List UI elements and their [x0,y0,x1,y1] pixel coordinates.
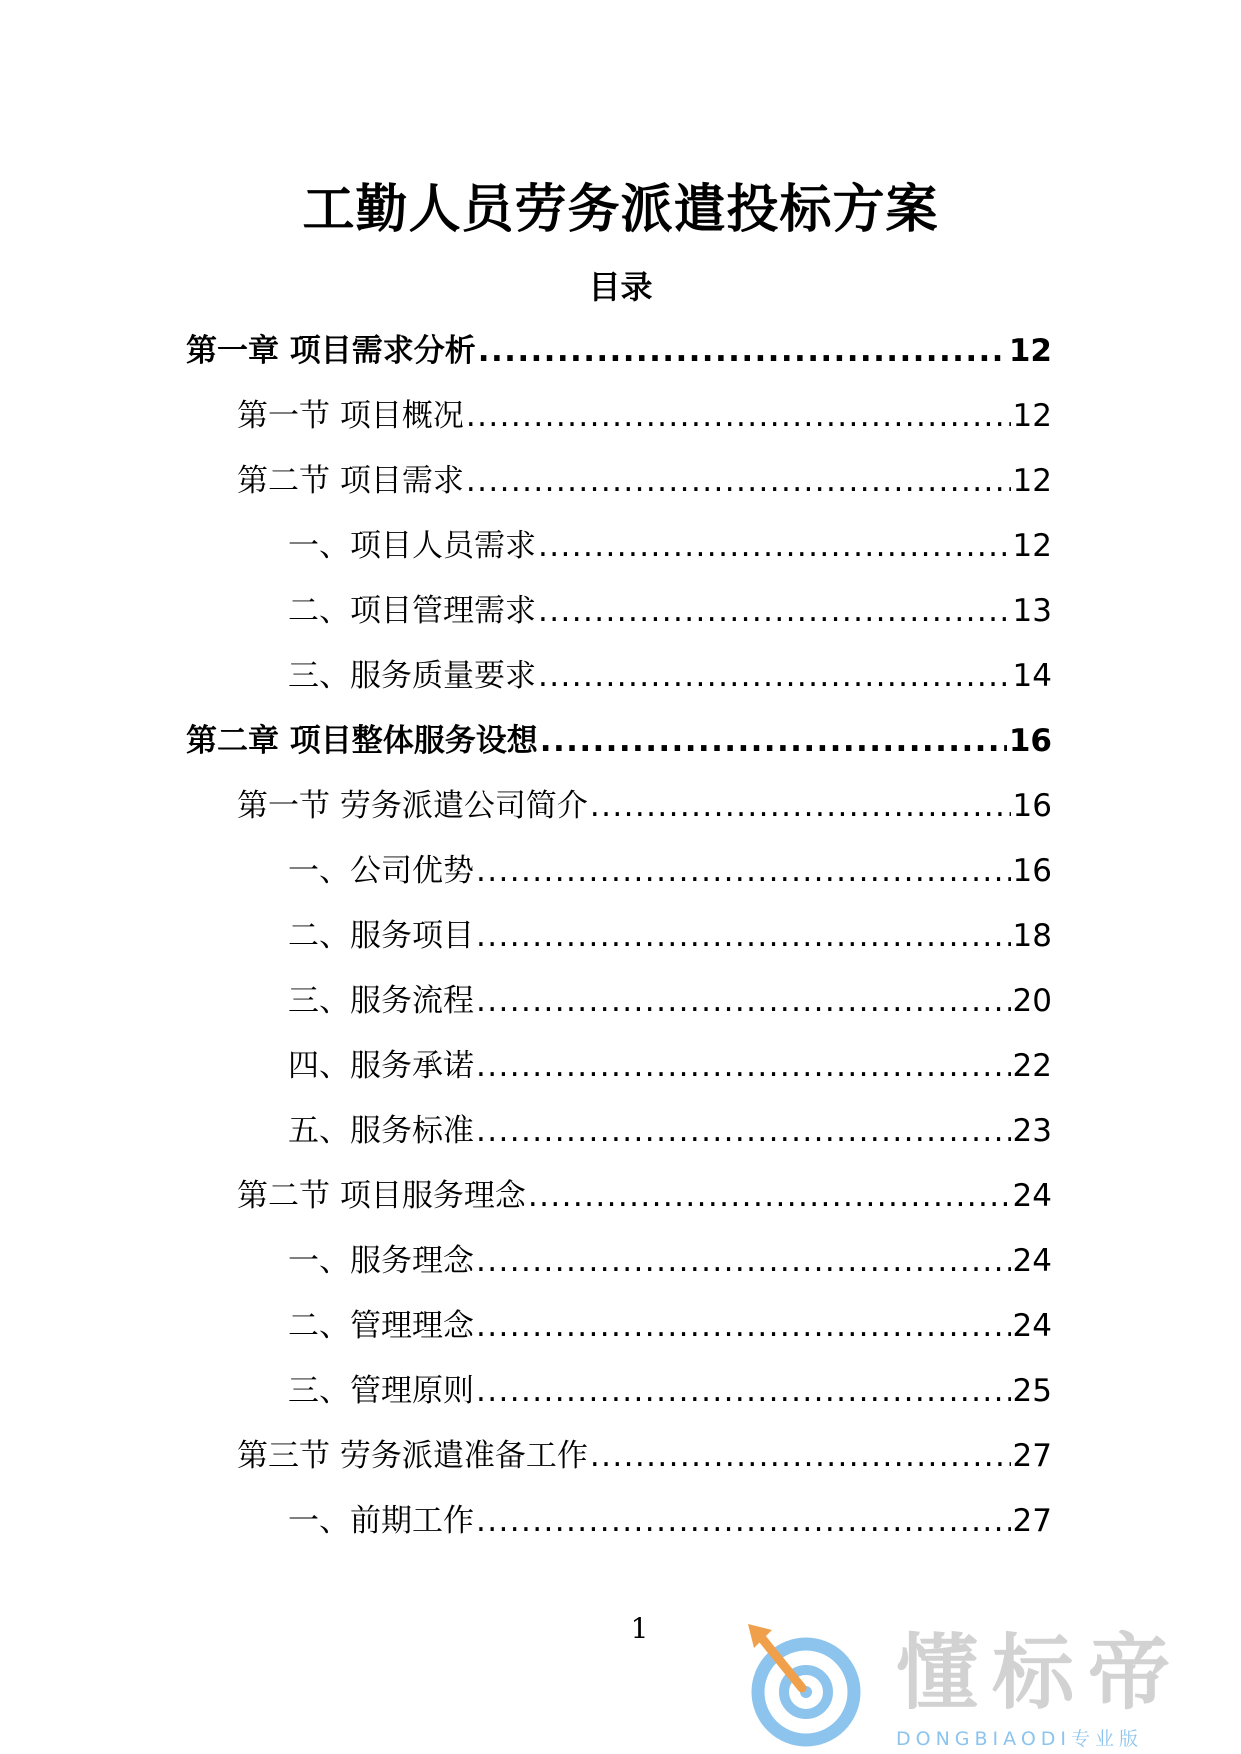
toc-entry[interactable] [186,780,1052,845]
toc-entry-label: 一、项目人员需求 [288,528,536,564]
toc-dot-leader [476,1235,1011,1287]
toc-entry-page: 24 [1012,1178,1052,1214]
toc-entry-label: 二、管理理念 [288,1308,474,1344]
toc-entry-label: 第二节 项目需求 [237,463,464,499]
watermark-subtitle: DONGBIAODI专业版 [896,1728,1144,1750]
toc-entry-label: 二、项目管理需求 [288,593,536,629]
toc-entry-label: 第一节 劳务派遣公司简介 [237,788,588,824]
toc-entry-page: 25 [1012,1373,1052,1409]
toc-entry-page: 16 [1012,853,1052,889]
toc-dot-leader [466,390,1011,442]
toc-entry[interactable] [186,715,1052,780]
toc-dot-leader [476,1040,1011,1092]
toc-entry-label: 一、服务理念 [288,1243,474,1279]
toc-entry-page: 27 [1012,1503,1052,1539]
toc-dot-leader [476,1105,1011,1157]
toc-entry-page: 12 [1012,398,1052,434]
toc-entry-label: 第二章 项目整体服务设想 [186,723,538,759]
toc-entry-page: 12 [1012,528,1052,564]
toc-entry-page: 14 [1012,658,1052,694]
toc-dot-leader [476,1495,1011,1547]
target-logo-icon [744,1622,874,1754]
toc-entry[interactable] [186,585,1052,650]
toc-entry-page: 18 [1012,918,1052,954]
page-number: 1 [630,1612,649,1645]
toc-entry-label: 三、服务质量要求 [288,658,536,694]
toc-entry[interactable] [186,520,1052,585]
toc-dot-leader [538,650,1011,702]
toc-entry[interactable] [186,1430,1052,1495]
toc-dot-leader [540,715,1007,767]
toc-dot-leader [478,325,1007,377]
toc-entry-page: 16 [1008,723,1052,759]
toc-entry-page: 20 [1012,983,1052,1019]
toc-entry[interactable] [186,845,1052,910]
document-title: 工勤人员劳务派遣投标方案 [302,180,939,240]
toc-entry-page: 12 [1008,333,1052,369]
toc-entry[interactable] [186,1105,1052,1170]
toc-entry[interactable] [186,455,1052,520]
toc-entry[interactable] [186,325,1052,390]
toc-dot-leader [590,780,1011,832]
toc-dot-leader [476,975,1011,1027]
toc-dot-leader [476,1365,1011,1417]
toc-dot-leader [538,585,1011,637]
toc-entry[interactable] [186,390,1052,455]
watermark [744,1622,1214,1754]
toc-dot-leader [476,910,1011,962]
toc-entry[interactable] [186,1040,1052,1105]
toc-entry-page: 23 [1012,1113,1052,1149]
toc-entry-label: 第一节 项目概况 [237,398,464,434]
toc-entry-page: 13 [1012,593,1052,629]
table-of-contents [186,325,1052,1560]
toc-entry-label: 四、服务承诺 [288,1048,474,1084]
toc-entry[interactable] [186,650,1052,715]
toc-entry-page: 24 [1012,1243,1052,1279]
toc-dot-leader [466,455,1011,507]
toc-entry-label: 五、服务标准 [288,1113,474,1149]
toc-entry-label: 一、前期工作 [288,1503,474,1539]
toc-entry[interactable] [186,1170,1052,1235]
toc-entry-label: 第三节 劳务派遣准备工作 [237,1438,588,1474]
toc-entry-label: 三、服务流程 [288,983,474,1019]
toc-entry[interactable] [186,1495,1052,1560]
toc-entry[interactable] [186,1365,1052,1430]
toc-dot-leader [590,1430,1011,1482]
toc-dot-leader [538,520,1011,572]
toc-entry-label: 二、服务项目 [288,918,474,954]
toc-dot-leader [476,845,1011,897]
toc-entry-label: 第一章 项目需求分析 [186,333,476,369]
toc-entry[interactable] [186,975,1052,1040]
toc-entry-label: 第二节 项目服务理念 [237,1178,526,1214]
toc-heading: 目录 [588,268,653,306]
toc-entry-page: 12 [1012,463,1052,499]
toc-entry[interactable] [186,1235,1052,1300]
toc-entry-page: 16 [1012,788,1052,824]
toc-entry[interactable] [186,910,1052,975]
toc-entry-label: 三、管理原则 [288,1373,474,1409]
toc-entry-page: 27 [1012,1438,1052,1474]
toc-entry-page: 22 [1012,1048,1052,1084]
toc-dot-leader [476,1300,1011,1352]
toc-entry-page: 24 [1012,1308,1052,1344]
toc-dot-leader [528,1170,1011,1222]
toc-entry-label: 一、公司优势 [288,853,474,889]
toc-entry[interactable] [186,1300,1052,1365]
watermark-brand-name: 懂标帝 [896,1626,1185,1721]
